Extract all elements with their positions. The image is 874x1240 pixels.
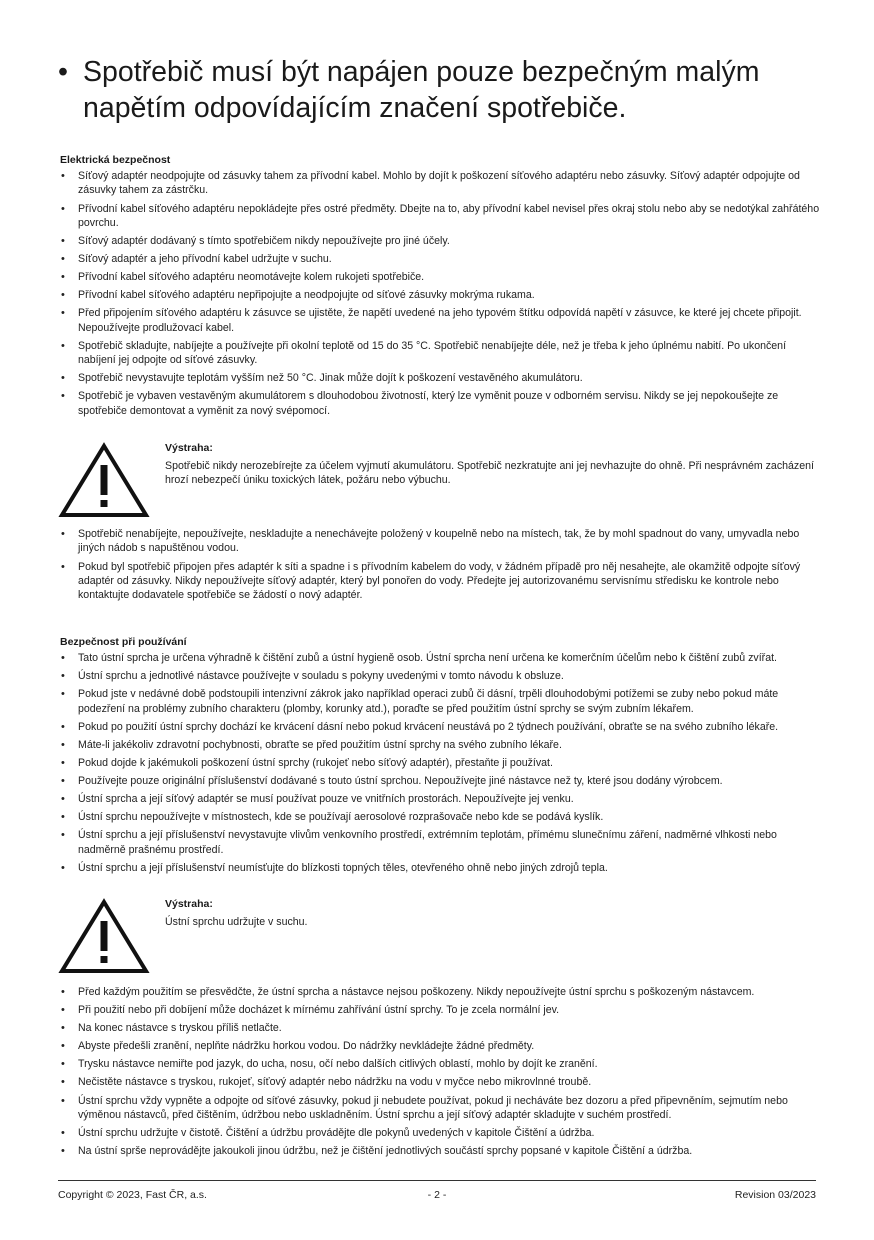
list-item: • Spotřebič nevystavujte teplotám vyšším než 50 °C. Jinak může dojít k poškození vestavěného akumulátoru. — [60, 371, 820, 385]
usage-safety-continued — [60, 985, 820, 1162]
list-item: • Na ústní sprše neprovádějte jakoukoli jinou údržbu, než je čištění jednotlivých součástí sprchy popsané v kapitole Čištění a údržba. — [60, 1144, 820, 1158]
warning-title: Výstraha: — [165, 442, 213, 454]
voltage-notice — [58, 54, 838, 126]
list-item: • Ústní sprchu a její příslušenství neumísťujte do blízkosti topných těles, otevřeného ohně nebo jiných zdrojů tepla. — [60, 861, 820, 875]
list-item: • Trysku nástavce nemiřte pod jazyk, do ucha, nosu, očí nebo dalších citlivých oblastí, mohlo by dojít ke zranění. — [60, 1057, 820, 1071]
list-item: • Před každým použitím se přesvědčte, že ústní sprcha a nástavce nejsou poškozeny. Nikdy nepoužívejte ústní sprchu s poškozeným nástavcem. — [60, 985, 820, 999]
electrical-safety-continued — [60, 527, 820, 606]
list-item: • Síťový adaptér dodávaný s tímto spotřebičem nikdy nepoužívejte pro jiné účely. — [60, 234, 820, 248]
usage-safety-section — [60, 635, 820, 879]
list-item: • Spotřebič nenabíjejte, nepoužívejte, neskladujte a nenechávejte položený v koupelně nebo na místech, tak, že by mohl spadnout do vany, umyvadla nebo jiných nádob s napuštěnou vodou. — [60, 527, 820, 556]
warning-body: Ústní sprchu udržujte v suchu. — [165, 916, 308, 928]
list-item: • Přívodní kabel síťového adaptéru nepokládejte přes ostré předměty. Dbejte na to, aby přívodní kabel nevisel přes okraj stolu nebo aby se nedotýkal zahřátého povrchu. — [60, 202, 820, 231]
warning-text — [165, 897, 815, 929]
list-item: • Spotřebič je vybaven vestavěným akumulátorem s dlouhodobou životností, který lze vyměnit pouze v odborném servisu. Nikdy se jej nepokoušejte ze spotřebiče demontovat a vyměnit za nový svépomocí. — [60, 389, 820, 418]
list-item: • Nečistěte nástavce s tryskou, rukojeť, síťový adaptér nebo nádržku na vodu v myčce nebo mikrovlnné troubě. — [60, 1075, 820, 1089]
list-item: • Ústní sprchu a její příslušenství nevystavujte vlivům venkovního prostředí, extrémním teplotám, přímému slunečnímu záření, nadměrné vlhkosti nebo nadměrně prašnému prostředí. — [60, 828, 820, 857]
list-item: • Spotřebič skladujte, nabíjejte a používejte při okolní teplotě od 15 do 35 °C. Spotřebič nenabíjejte déle, než je třeba k jeho úplnému nabití. Po ukončení nabíjení jej odpojte od síťové zásuvky. — [60, 339, 820, 368]
warning-block-battery — [58, 441, 818, 521]
electrical-safety-list-continued — [60, 527, 820, 603]
list-item: • Abyste předešli zranění, neplňte nádržku horkou vodou. Do nádržky nevkládejte žádné předměty. — [60, 1039, 820, 1053]
warning-triangle-icon — [58, 441, 150, 519]
list-item: • Ústní sprcha a její síťový adaptér se musí používat pouze ve vnitřních prostorách. Nepoužívejte jej venku. — [60, 792, 820, 806]
list-item: • Máte-li jakékoliv zdravotní pochybnosti, obraťte se před použitím ústní sprchy na svého zubního lékaře. — [60, 738, 820, 752]
list-item: • Přívodní kabel síťového adaptéru nepřipojujte a neodpojujte od síťové zásuvky mokrýma rukama. — [60, 288, 820, 302]
list-item: • Používejte pouze originální příslušenství dodávané s touto ústní sprchou. Nepoužívejte jiné nástavce než ty, které jsou dodány výrobcem. — [60, 774, 820, 788]
list-item: • Při použití nebo při dobíjení může docházet k mírnému zahřívání ústní sprchy. To je zcela normální jev. — [60, 1003, 820, 1017]
list-item: • Pokud dojde k jakémukoli poškození ústní sprchy (rukojeť nebo síťový adaptér), přestaňte ji používat. — [60, 756, 820, 770]
list-item: • Ústní sprchu nepoužívejte v místnostech, kde se používají aerosolové rozprašovače nebo kde se podává kyslík. — [60, 810, 820, 824]
warning-block-dry — [58, 897, 818, 977]
list-item: • Ústní sprchu a jednotlivé nástavce používejte v souladu s pokyny uvedenými v tomto návodu k obsluze. — [60, 669, 820, 683]
warning-text — [165, 441, 815, 488]
list-item: • Ústní sprchu vždy vypněte a odpojte od síťové zásuvky, pokud ji nebudete používat, pokud ji necháváte bez dozoru a před připevněním, sejmutím nebo výměnou nástavců, před čištěním, údržbou nebo uskladněním. Ústní sprchu a její síťový adaptér skladujte v suchém prostředí. — [60, 1094, 820, 1123]
warning-body: Spotřebič nikdy nerozebírejte za účelem vyjmutí akumulátoru. Spotřebič nezkratujte ani jej nevhazujte do ohně. Při nesprávném zacházení hrozí nebezpečí úniku toxických látek, požáru nebo výbuchu. — [165, 460, 814, 487]
list-item: • Tato ústní sprcha je určena výhradně k čištění zubů a ústní hygieně osob. Ústní sprcha není určena ke komerčním účelům nebo k čištění zubů zvířat. — [60, 651, 820, 665]
list-item: • Pokud po použití ústní sprchy dochází ke krvácení dásní nebo pokud krvácení neustává po 2 týdnech používání, obraťte se na svého zubního lékaře. — [60, 720, 820, 734]
list-item: • Ústní sprchu udržujte v čistotě. Čištění a údržbu provádějte dle pokynů uvedených v kapitole Čištění a údržba. — [60, 1126, 820, 1140]
page-number: - 2 - — [427, 1189, 447, 1201]
list-item: • Pokud byl spotřebič připojen přes adaptér k síti a spadne i s přívodním kabelem do vody, v žádném případě pro něj nesahejte, ale okamžitě odpojte síťový adaptér od zásuvky. Nikdy nepoužívejte síťový adaptér, který byl ponořen do vody. Předejte jej autorizovanému servisnímu středisku ke kontrole nebo kontaktujte dodavatele spotřebiče se žádostí o nový adaptér. — [60, 560, 820, 603]
voltage-notice-text: Spotřebič musí být napájen pouze bezpečným malým napětím odpovídajícím značení spotřebiče. — [83, 56, 760, 124]
usage-safety-list-continued — [60, 985, 820, 1159]
footer-divider — [58, 1180, 816, 1181]
warning-title: Výstraha: — [165, 898, 213, 910]
electrical-safety-section — [60, 153, 820, 422]
list-item: • Síťový adaptér a jeho přívodní kabel udržujte v suchu. — [60, 252, 820, 266]
usage-safety-list — [60, 651, 820, 875]
footer-revision: Revision 03/2023 — [734, 1189, 816, 1201]
warning-triangle-icon — [58, 897, 150, 975]
list-item: • Na konec nástavce s tryskou příliš netlačte. — [60, 1021, 820, 1035]
list-item: • Přívodní kabel síťového adaptéru neomotávejte kolem rukojeti spotřebiče. — [60, 270, 820, 284]
list-item: • Před připojením síťového adaptéru k zásuvce se ujistěte, že napětí uvedené na jeho typovém štítku odpovídá napětí v zásuvce, ke které jej chcete připojit. Nepoužívejte prodlužovací kabel. — [60, 306, 820, 335]
section-title: Elektrická bezpečnost — [60, 154, 171, 166]
list-item: • Síťový adaptér neodpojujte od zásuvky tahem za přívodní kabel. Mohlo by dojít k poškození síťového adaptéru nebo zásuvky. Síťový adaptér odpojujte od zásuvky tahem za zástrčku. — [60, 169, 820, 198]
section-title: Bezpečnost při používání — [60, 636, 187, 648]
footer-copyright: Copyright © 2023, Fast ČR, a.s. — [58, 1189, 207, 1201]
bullet-dot: • — [58, 56, 68, 88]
list-item: • Pokud jste v nedávné době podstoupili intenzivní zákrok jako například operaci zubů či dásní, trpěli dlouhodobými potížemi se zuby nebo pokud máte podezření na problémy zubního charakteru (plomby, korunky atd.), poraďte se před použitím ústní sprchy se svým zubním lékařem. — [60, 687, 820, 716]
electrical-safety-list — [60, 169, 820, 418]
